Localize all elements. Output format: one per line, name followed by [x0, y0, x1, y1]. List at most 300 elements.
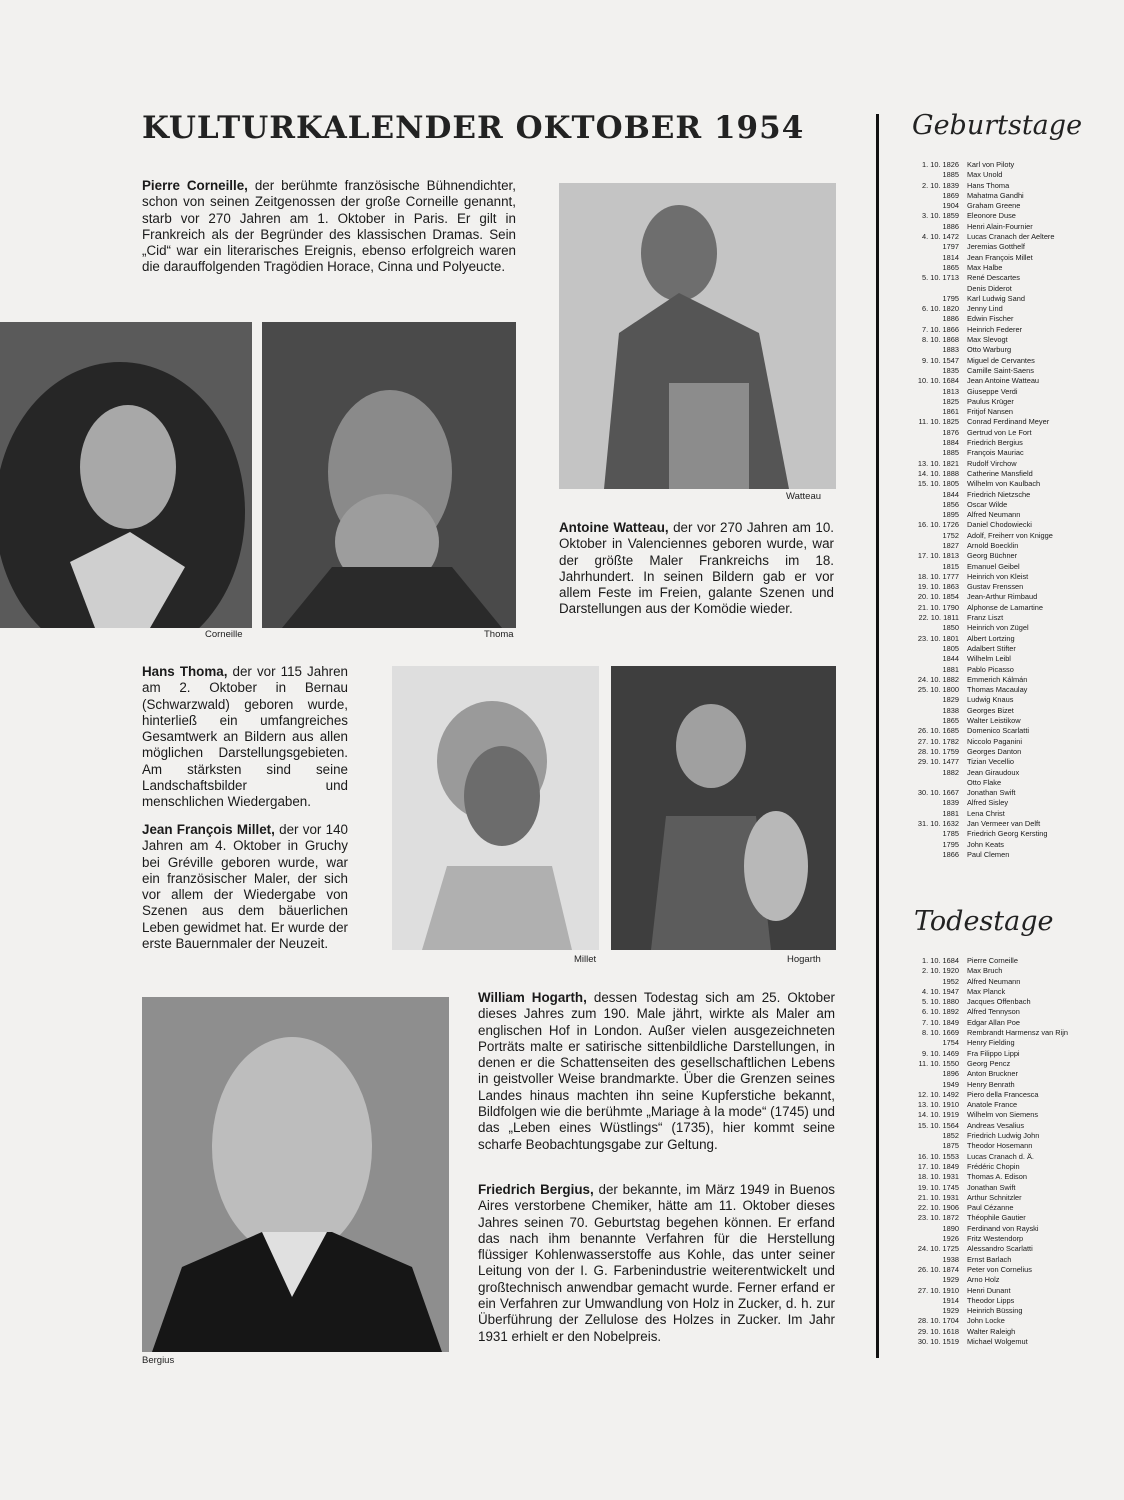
list-item — [905, 747, 1110, 757]
list-item — [905, 613, 1110, 623]
entry-date: 1881 — [942, 664, 959, 674]
entry-name: Max Planck — [967, 986, 1006, 996]
entry-name: Emmerich Kálmán — [967, 674, 1028, 684]
photo-hogarth — [611, 666, 836, 950]
list-item — [905, 685, 1110, 695]
entry-date: 13. 10. 1910 — [917, 1100, 959, 1110]
deaths-heading: Todestage — [914, 906, 1054, 937]
entry-date: 1949 — [942, 1079, 959, 1089]
entry-date: 24. 10. 1725 — [917, 1244, 959, 1254]
list-item — [905, 1028, 1110, 1038]
entry-date: 4. 10. 1947 — [922, 986, 959, 996]
photo-thoma — [262, 322, 516, 628]
entry-name: Camille Saint-Saens — [967, 365, 1034, 375]
entry-name: Rudolf Virchow — [967, 458, 1017, 468]
column-divider — [876, 114, 879, 1358]
entry-name: Alfred Neumann — [967, 976, 1021, 986]
entry-name: Georg Pencz — [967, 1058, 1011, 1068]
list-item — [905, 1265, 1110, 1275]
entry-date: 2. 10. 1920 — [922, 966, 959, 976]
list-item — [905, 1049, 1110, 1059]
entry-name: Jenny Lind — [967, 304, 1003, 314]
entry-date: 1. 10. 1684 — [922, 956, 959, 965]
photo-bergius — [142, 997, 449, 1352]
entry-date: 22. 10. 1906 — [917, 1203, 959, 1213]
entry-date: 8. 10. 1669 — [922, 1028, 959, 1038]
list-item — [905, 211, 1110, 221]
list-item — [905, 1121, 1110, 1131]
article-text: der vor 270 Jahren am 10. Oktober in Valenciennes geboren wurde, war der größte Maler Frankreichs im 18. Jahrhundert. In seinen Bildern gab er vor allem Feste im Freien, galante Szenen und Darstellungen aus der Komödie wieder. — [559, 520, 834, 617]
list-item — [905, 417, 1110, 427]
entry-name: Paul Clemen — [967, 849, 1010, 859]
list-item — [905, 191, 1110, 201]
list-item — [905, 1306, 1110, 1316]
list-item — [905, 956, 1110, 966]
entry-name: Theodor Hosemann — [967, 1141, 1033, 1151]
entry-date: 1785 — [942, 829, 959, 839]
entry-date: 14. 10. 1888 — [917, 468, 959, 478]
article-corneille — [142, 178, 516, 276]
entry-date: 1890 — [942, 1223, 959, 1233]
list-item — [905, 294, 1110, 304]
entry-date: 9. 10. 1469 — [922, 1048, 959, 1058]
article-bergius — [478, 1182, 835, 1345]
entry-name: Andreas Vesalius — [967, 1120, 1025, 1130]
photo-corneille — [0, 322, 252, 628]
list-item — [905, 181, 1110, 191]
entry-name: Max Unold — [967, 170, 1003, 180]
entry-date: 1875 — [942, 1141, 959, 1151]
entry-name: Paul Cézanne — [967, 1203, 1014, 1213]
list-item — [905, 1162, 1110, 1172]
entry-name: Georg Büchner — [967, 551, 1018, 561]
entry-name: Anton Bruckner — [967, 1069, 1018, 1079]
caption-thoma: Thoma — [484, 629, 514, 640]
entry-name: Lena Christ — [967, 808, 1005, 818]
entry-date: 7. 10. 1866 — [922, 324, 959, 334]
list-item — [905, 1059, 1110, 1069]
entry-name: Catherine Mansfield — [967, 468, 1033, 478]
entry-date: 1795 — [942, 839, 959, 849]
entry-name: Walter Raleigh — [967, 1326, 1016, 1336]
entry-date: 27. 10. 1910 — [917, 1285, 959, 1295]
entry-date: 19. 10. 1745 — [917, 1182, 959, 1192]
entry-name: François Mauriac — [967, 448, 1024, 458]
entry-name: Lucas Cranach der Aeltere — [967, 232, 1055, 242]
entry-date: 1876 — [942, 427, 959, 437]
list-item — [905, 562, 1110, 572]
photo-millet — [392, 666, 599, 950]
entry-date: 22. 10. 1811 — [918, 613, 959, 623]
caption-bergius: Bergius — [142, 1355, 175, 1366]
entry-name: Thomas Macaulay — [967, 685, 1028, 695]
list-item — [905, 263, 1110, 273]
entry-name: Fritz Westendorp — [967, 1234, 1024, 1244]
list-item — [905, 242, 1110, 252]
entry-name: Otto Warburg — [967, 345, 1012, 355]
entry-date: 4. 10. 1472 — [922, 232, 959, 242]
entry-date: 1829 — [942, 695, 959, 705]
entry-name: Max Halbe — [967, 262, 1003, 272]
entry-date: 1813 — [942, 386, 959, 396]
entry-date: 17. 10. 1813 — [917, 551, 959, 561]
caption-watteau: Watteau — [786, 491, 822, 502]
entry-name: Alfred Tennyson — [967, 1007, 1020, 1017]
entry-name: Jonathan Swift — [967, 1182, 1016, 1192]
list-item — [905, 366, 1110, 376]
list-item — [905, 1007, 1110, 1017]
entry-name: Conrad Ferdinand Meyer — [967, 417, 1050, 427]
list-item — [905, 1131, 1110, 1141]
entry-name: Arno Holz — [967, 1275, 1000, 1285]
entry-date: 2. 10. 1839 — [922, 180, 959, 190]
list-item — [905, 1090, 1110, 1100]
entry-name: Lucas Cranach d. Ä. — [967, 1151, 1034, 1161]
entry-date: 1914 — [942, 1295, 959, 1305]
list-item — [905, 1286, 1110, 1296]
entry-name: Eleonore Duse — [967, 211, 1016, 221]
entry-name: Gustav Frenssen — [967, 582, 1024, 592]
birthdays-heading: Geburtstage — [912, 110, 1083, 141]
list-item — [905, 510, 1110, 520]
list-item — [905, 459, 1110, 469]
list-item — [905, 757, 1110, 767]
list-item — [905, 438, 1110, 448]
entry-date: 15. 10. 1805 — [917, 479, 959, 489]
entry-name: Friedrich Bergius — [967, 438, 1023, 448]
entry-name: Oscar Wilde — [967, 499, 1008, 509]
entry-date: 9. 10. 1547 — [922, 355, 959, 365]
entry-name: Fra Filippo Lippi — [967, 1048, 1020, 1058]
list-item — [905, 1110, 1110, 1120]
list-item — [905, 335, 1110, 345]
list-item — [905, 582, 1110, 592]
entry-date: 10. 10. 1684 — [917, 376, 959, 386]
entry-name: Ludwig Knaus — [967, 695, 1014, 705]
list-item — [905, 345, 1110, 355]
entry-name: John Keats — [967, 839, 1004, 849]
list-item — [905, 428, 1110, 438]
list-item — [905, 977, 1110, 987]
list-item — [905, 623, 1110, 633]
entry-date: 20. 10. 1854 — [917, 592, 959, 602]
entry-date: 1805 — [942, 643, 959, 653]
entry-name: Jean-Arthur Rimbaud — [967, 592, 1038, 602]
list-item — [905, 1327, 1110, 1337]
entry-name: Ernst Barlach — [967, 1254, 1012, 1264]
entry-date: 17. 10. 1849 — [917, 1161, 959, 1171]
entry-date: 21. 10. 1790 — [917, 602, 959, 612]
entry-name: Giuseppe Verdi — [967, 386, 1018, 396]
article-name: Jean François Millet, — [142, 822, 275, 837]
entry-date: 1839 — [942, 798, 959, 808]
entry-date: 6. 10. 1892 — [922, 1007, 959, 1017]
entry-date: 16. 10. 1553 — [917, 1151, 959, 1161]
entry-name: Jean Antoine Watteau — [967, 376, 1040, 386]
list-item — [905, 603, 1110, 613]
list-item — [905, 987, 1110, 997]
entry-name: Pierre Corneille — [967, 956, 1018, 965]
list-item — [905, 1224, 1110, 1234]
list-item — [905, 387, 1110, 397]
list-item — [905, 1275, 1110, 1285]
entry-name: Theodor Lipps — [967, 1295, 1015, 1305]
entry-name: Michael Wolgemut — [967, 1336, 1028, 1346]
entry-name: Friedrich Nietzsche — [967, 489, 1031, 499]
entry-name: Peter von Cornelius — [967, 1264, 1032, 1274]
entry-date: 14. 10. 1919 — [917, 1110, 959, 1120]
entry-date: 1861 — [942, 407, 959, 417]
article-text: dessen Todestag sich am 25. Oktober dieses Jahres zum 190. Male jährt, wirkte als Maler am englischen Hof in London. Außer vielen ausgezeichneten Porträts malte er satirische sittenbildliche Darstellungen, in denen er die Schattenseiten des gesellschaftlichen Lebens in geistvoller Weise brandmarkte. Über die Grenzen seines Landes hinaus machten ihn seine Kupferstiche bekannt, Bildfolgen wie die berühmte „Mariage à la mode“ (1745) und das „Leben eines Wüstlings“ (1735), hier kommt seine scharfe Beobachtungsgabe zur Geltung. — [478, 990, 835, 1152]
entry-name: Heinrich von Zügel — [967, 623, 1029, 633]
entry-date: 11. 10. 1825 — [918, 417, 959, 427]
entry-date: 1865 — [942, 716, 959, 726]
list-item — [905, 170, 1110, 180]
list-item — [905, 1038, 1110, 1048]
entry-name: Karl Ludwig Sand — [967, 293, 1025, 303]
entry-date: 1896 — [942, 1069, 959, 1079]
entry-name: Domenico Scarlatti — [967, 726, 1030, 736]
list-item — [905, 1337, 1110, 1347]
list-item — [905, 665, 1110, 675]
entry-date: 1835 — [942, 365, 959, 375]
list-item — [905, 253, 1110, 263]
entry-date: 31. 10. 1632 — [917, 819, 959, 828]
list-item — [905, 1069, 1110, 1079]
list-item — [905, 201, 1110, 211]
entry-name: Graham Greene — [967, 201, 1021, 211]
entry-date: 1. 10. 1826 — [922, 160, 959, 169]
entry-name: Thomas A. Edison — [967, 1172, 1027, 1182]
entry-name: Max Bruch — [967, 966, 1003, 976]
entry-name: Georges Bizet — [967, 705, 1014, 715]
list-item — [905, 634, 1110, 644]
entry-date: 1904 — [942, 201, 959, 211]
entry-date: 1844 — [942, 654, 959, 664]
entry-date: 1850 — [942, 623, 959, 633]
caption-hogarth: Hogarth — [787, 954, 821, 965]
entry-name: Alfred Neumann — [967, 510, 1021, 520]
list-item — [905, 1255, 1110, 1265]
entry-date: 1886 — [942, 221, 959, 231]
entry-date: 26. 10. 1685 — [917, 726, 959, 736]
list-item — [905, 798, 1110, 808]
article-name: Hans Thoma, — [142, 664, 228, 679]
entry-date: 1869 — [942, 190, 959, 200]
list-item — [905, 1296, 1110, 1306]
entry-name: Hans Thoma — [967, 180, 1010, 190]
entry-name: Jeremias Gotthelf — [967, 242, 1025, 252]
entry-date: 1929 — [942, 1275, 959, 1285]
entry-date: 29. 10. 1477 — [917, 757, 959, 767]
entry-date: 1883 — [942, 345, 959, 355]
entry-date: 27. 10. 1782 — [917, 736, 959, 746]
entry-name: Jean François Millet — [967, 252, 1033, 262]
entry-name: Henri Dunant — [967, 1285, 1011, 1295]
entry-name: Wilhelm von Kaulbach — [967, 479, 1041, 489]
entry-date: 13. 10. 1821 — [917, 458, 959, 468]
entry-date: 1866 — [942, 849, 959, 859]
list-item — [905, 314, 1110, 324]
list-item — [905, 356, 1110, 366]
entry-name: Gertrud von Le Fort — [967, 427, 1032, 437]
list-item — [905, 531, 1110, 541]
list-item — [905, 160, 1110, 170]
list-item — [905, 1183, 1110, 1193]
entry-date: 1885 — [942, 448, 959, 458]
article-name: Friedrich Bergius, — [478, 1182, 594, 1197]
entry-date: 1797 — [942, 242, 959, 252]
article-text: der bekannte, im März 1949 in Buenos Aires verstorbene Chemiker, hätte am 11. Oktober dieses Jahres seinen 70. Geburtstag begehen können. Er erfand das nach ihm benannte Verfahren für die Herstellung flüssiger Kohlenwasserstoffe aus Kohle, das unter seiner Leitung von der I. G. Farbenindustrie weiterentwickelt und großtechnisch anwendbar gemacht wurde. Ferner erfand er ein Verfahren zur Umwandlung von Holz in Zucker, d. h. zur Überführung der Zellulose des Holzes in Zucker. Im Jahr 1931 erhielt er den Nobelpreis. — [478, 1182, 836, 1344]
entry-name: Denis Diderot — [967, 283, 1012, 293]
entry-name: Karl von Piloty — [967, 160, 1015, 169]
entry-date: 1754 — [942, 1038, 959, 1048]
entry-name: Jacques Offenbach — [967, 997, 1031, 1007]
entry-date: 1814 — [942, 252, 959, 262]
entry-date: 29. 10. 1618 — [917, 1326, 959, 1336]
entry-name: Emanuel Geibel — [967, 561, 1020, 571]
entry-name: Henri Alain-Fournier — [967, 221, 1033, 231]
entry-name: Arnold Boecklin — [967, 540, 1019, 550]
list-item — [905, 572, 1110, 582]
list-item — [905, 819, 1110, 829]
article-text: der vor 140 Jahren am 4. Oktober in Gruchy bei Gréville geboren wurde, war ein französischer Maler, der sich vor allem der Wiedergabe von Szenen aus dem bäuerlichen Leben gewidmet hat. Er wurde der erste Bauernmaler der Neuzeit. — [142, 822, 348, 952]
entry-date: 5. 10. 1713 — [922, 273, 959, 283]
article-watteau — [559, 520, 834, 618]
entry-date: 1844 — [942, 489, 959, 499]
page-title: KULTURKALENDER OKTOBER 1954 — [142, 110, 805, 146]
list-item — [905, 850, 1110, 860]
article-name: Antoine Watteau, — [559, 520, 669, 535]
entry-name: Jonathan Swift — [967, 788, 1016, 798]
list-item — [905, 1316, 1110, 1326]
list-item — [905, 809, 1110, 819]
entry-name: Paulus Krüger — [967, 396, 1014, 406]
entry-date: 16. 10. 1726 — [917, 520, 959, 530]
list-item — [905, 675, 1110, 685]
entry-date: 21. 10. 1931 — [917, 1192, 959, 1202]
entry-name: Heinrich Büssing — [967, 1306, 1023, 1316]
list-item — [905, 397, 1110, 407]
entry-name: Arthur Schnitzler — [967, 1192, 1022, 1202]
list-item — [905, 500, 1110, 510]
entry-date: 23. 10. 1872 — [917, 1213, 959, 1223]
entry-name: Alessandro Scarlatti — [967, 1244, 1033, 1254]
entry-name: Friedrich Ludwig John — [967, 1131, 1040, 1141]
entry-name: Heinrich Federer — [967, 324, 1023, 334]
entry-name: John Locke — [967, 1316, 1005, 1326]
entry-name: Alfred Sisley — [967, 798, 1009, 808]
entry-date: 1827 — [942, 540, 959, 550]
list-item — [905, 1234, 1110, 1244]
caption-millet: Millet — [574, 954, 597, 965]
entry-name: Edgar Allan Poe — [967, 1017, 1021, 1027]
list-item — [905, 1244, 1110, 1254]
list-item — [905, 232, 1110, 242]
deaths-list — [905, 956, 1110, 1347]
entry-name: Wilhelm von Siemens — [967, 1110, 1039, 1120]
article-name: William Hogarth, — [478, 990, 587, 1005]
caption-corneille: Corneille — [205, 629, 243, 640]
entry-date: 19. 10. 1863 — [917, 582, 959, 592]
entry-name: Fritjof Nansen — [967, 407, 1014, 417]
entry-name: Walter Leistikow — [967, 716, 1021, 726]
entry-date: 1885 — [942, 170, 959, 180]
entry-date: 1895 — [942, 510, 959, 520]
entry-name: Adalbert Stifter — [967, 643, 1016, 653]
list-item — [905, 695, 1110, 705]
entry-name: Max Slevogt — [967, 335, 1008, 345]
list-item — [905, 1193, 1110, 1203]
entry-date: 18. 10. 1777 — [917, 571, 959, 581]
list-item — [905, 726, 1110, 736]
list-item — [905, 1100, 1110, 1110]
list-item — [905, 304, 1110, 314]
entry-name: Mahatma Gandhi — [967, 190, 1024, 200]
entry-name: Albert Lortzing — [967, 633, 1015, 643]
list-item — [905, 448, 1110, 458]
entry-date: 1929 — [942, 1306, 959, 1316]
list-item — [905, 490, 1110, 500]
article-text: der vor 115 Jahren am 2. Oktober in Bernau (Schwarzwald) geboren wurde, hinterließ ein umfangreiches Gesamtwerk an Bildern aus allen möglichen Darstellungsgebieten. Am stärksten sind seine Landschaftsbilder und menschlichen Wiedergaben. — [142, 664, 348, 810]
entry-name: Adolf, Freiherr von Knigge — [967, 530, 1053, 540]
list-item — [905, 469, 1110, 479]
list-item — [905, 284, 1110, 294]
entry-name: Georges Danton — [967, 746, 1022, 756]
list-item — [905, 966, 1110, 976]
entry-date: 15. 10. 1564 — [917, 1120, 959, 1130]
entry-date: 1856 — [942, 499, 959, 509]
entry-name: Alphonse de Lamartine — [967, 602, 1044, 612]
entry-date: 1838 — [942, 705, 959, 715]
entry-name: René Descartes — [967, 273, 1020, 283]
list-item — [905, 997, 1110, 1007]
list-item — [905, 222, 1110, 232]
list-item — [905, 788, 1110, 798]
entry-date: 1938 — [942, 1254, 959, 1264]
list-item — [905, 840, 1110, 850]
entry-date: 1852 — [942, 1131, 959, 1141]
list-item — [905, 778, 1110, 788]
entry-date: 23. 10. 1801 — [917, 633, 959, 643]
list-item — [905, 273, 1110, 283]
list-item — [905, 1213, 1110, 1223]
entry-name: Tizian Vecellio — [967, 757, 1014, 767]
entry-name: Piero della Francesca — [967, 1089, 1039, 1099]
entry-date: 5. 10. 1880 — [922, 997, 959, 1007]
list-item — [905, 479, 1110, 489]
article-hogarth — [478, 990, 835, 1153]
entry-name: Jan Vermeer van Delft — [967, 819, 1041, 828]
entry-date — [905, 284, 967, 294]
entry-date: 30. 10. 1667 — [917, 788, 959, 798]
list-item — [905, 592, 1110, 602]
entry-name: Heinrich von Kleist — [967, 571, 1029, 581]
entry-date: 11. 10. 1550 — [918, 1058, 959, 1068]
entry-date: 1795 — [942, 293, 959, 303]
entry-name: Théophile Gautier — [967, 1213, 1026, 1223]
entry-name: Rembrandt Harmensz van Rijn — [967, 1028, 1069, 1038]
entry-name: Ferdinand von Rayski — [967, 1223, 1039, 1233]
list-item — [905, 654, 1110, 664]
list-item — [905, 376, 1110, 386]
entry-date: 1825 — [942, 396, 959, 406]
article-name: Pierre Corneille, — [142, 178, 248, 193]
list-item — [905, 1152, 1110, 1162]
entry-name: Franz Liszt — [967, 613, 1004, 623]
entry-date: 1926 — [942, 1234, 959, 1244]
list-item — [905, 768, 1110, 778]
